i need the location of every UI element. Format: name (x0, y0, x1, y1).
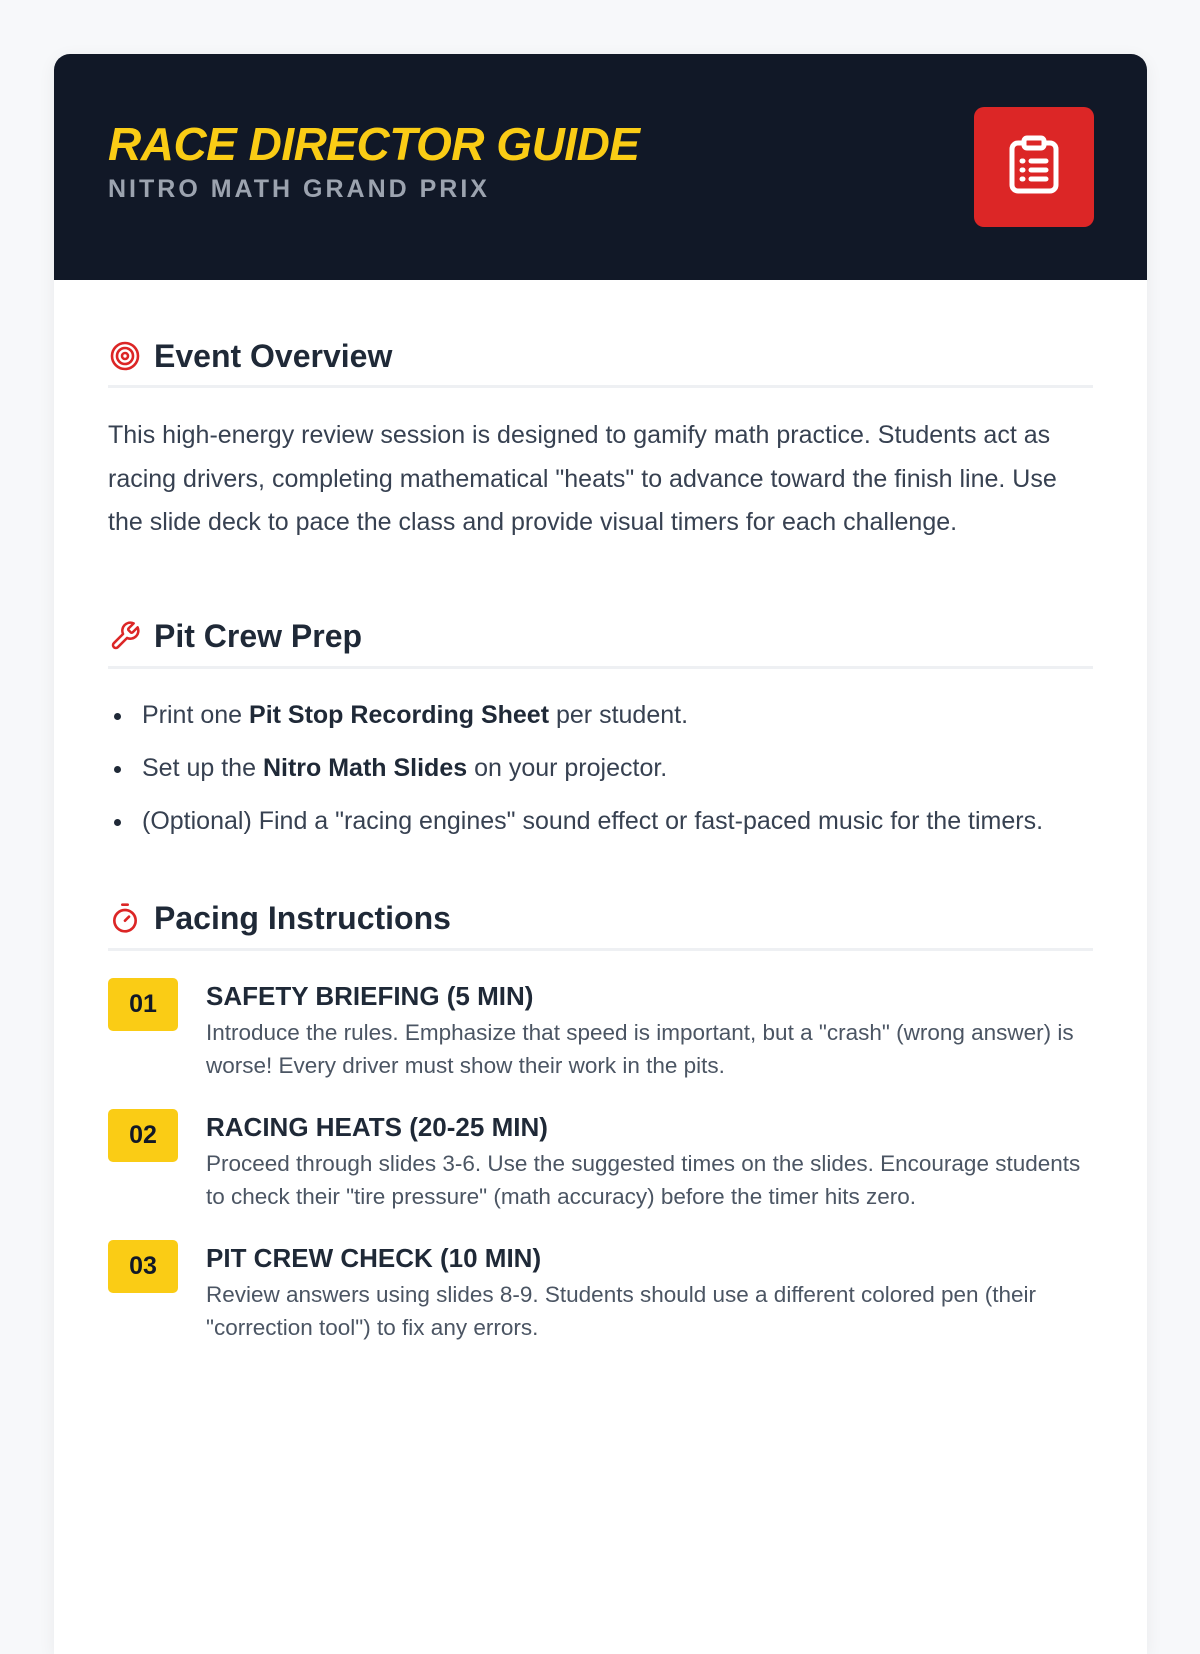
section-pit-crew-prep (108, 613, 1093, 841)
steps-list (108, 978, 1093, 1345)
step-content (206, 1109, 1093, 1214)
step-number-badge: 01 (108, 978, 178, 1031)
step-item (108, 978, 1093, 1083)
step-title: SAFETY BRIEFING (5 MIN) (206, 980, 534, 1011)
section-event-overview (108, 332, 1093, 545)
step-description: Review answers using slides 8-9. Students should use a different colored pen (their "correction tool") to fix any errors. (206, 1281, 1037, 1340)
step-number-badge: 03 (108, 1240, 178, 1293)
step-content (206, 978, 1093, 1083)
step-title: PIT CREW CHECK (10 MIN) (206, 1242, 542, 1273)
section-header (108, 613, 1093, 669)
list-item: Print one Pit Stop Recording Sheet per student. (108, 695, 1093, 735)
header (54, 54, 1147, 280)
target-icon (108, 339, 142, 373)
content-body (54, 280, 1147, 1345)
section-title: Pit Crew Prep (154, 618, 363, 654)
guide-card (54, 54, 1147, 1654)
header-badge (974, 107, 1094, 227)
step-title: RACING HEATS (20-25 MIN) (206, 1111, 548, 1142)
section-title: Pacing Instructions (154, 900, 451, 936)
step-content (206, 1240, 1093, 1345)
step-item (108, 1109, 1093, 1214)
stopwatch-icon (108, 901, 142, 935)
section-header (108, 895, 1093, 951)
section-pacing-instructions (108, 895, 1093, 1345)
page-title: RACE DIRECTOR GUIDE (108, 118, 640, 170)
list-item: (Optional) Find a "racing engines" sound effect or fast-paced music for the timers. (108, 801, 1093, 841)
step-description: Introduce the rules. Emphasize that speed is important, but a "crash" (wrong answer) is worse! Every driver must show their work in the pits. (206, 1019, 1074, 1078)
page-subtitle: NITRO MATH GRAND PRIX (108, 175, 490, 203)
prep-list (108, 695, 1093, 841)
list-item: Set up the Nitro Math Slides on your projector. (108, 748, 1093, 788)
section-header (108, 332, 1093, 388)
clipboard-list-icon (1008, 135, 1060, 200)
step-description: Proceed through slides 3-6. Use the suggested times on the slides. Encourage students to check their "tire pressure" (math accuracy) before the timer hits zero. (206, 1150, 1081, 1209)
overview-text: This high-energy review session is designed to gamify math practice. Students act as racing drivers, completing mathematical "heats" to advance toward the finish line. Use the slide deck to pace the class and provide visual timers for each challenge. (108, 421, 1057, 536)
step-item (108, 1240, 1093, 1345)
wrench-icon (108, 619, 142, 653)
section-title: Event Overview (154, 337, 393, 374)
step-number-badge: 02 (108, 1109, 178, 1162)
